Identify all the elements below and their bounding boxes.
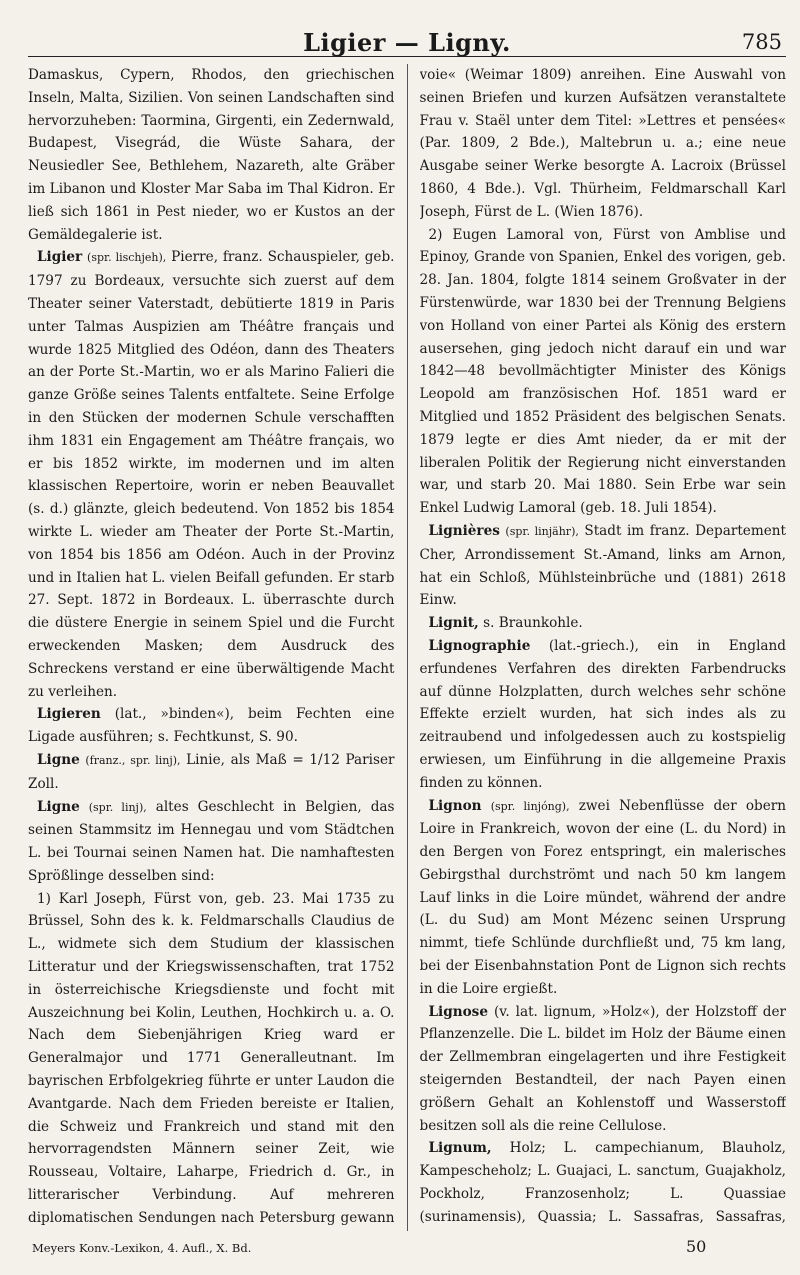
entry-text: (lat., »binden«), beim Fechten eine Ligade ausführen; s. Fechtkunst, S. 90. [28, 706, 395, 746]
page-footer [28, 1237, 786, 1261]
entry-text: Stadt im franz. Departement Cher, Arrondissement St.-Amand, links am Arnon, hat ein Schloß, Mühlsteinbrüche und (1881) 2618 Einw. [419, 522, 786, 609]
entry-text: Damaskus, Cypern, Rhodos, den griechischen Inseln, Malta, Sizilien. Von seinen Landschaften sind hervorzuheben: Taormina, Girgenti, ein Zedernwald, Budapest, Visegrád, die Wüste Sahara, der Neusiedler See, Bethlehem, Nazareth, alte Gräber im Libanon und Kloster Mar Saba im Thal Kidron. Er ließ sich 1861 in Pest nieder, wo er Kustos an der Gemäldegalerie ist. [28, 67, 395, 243]
running-title: Ligier — Ligny. [303, 28, 511, 57]
entry-text: altes Geschlecht in Belgien, das seinen Stammsitz im Hennegau und vom Städtchen L. bei Tournai seinen Namen hat. Die namhaftesten Sprößlinge desselben sind: [28, 798, 395, 884]
pronunciation: (franz., spr. linj), [85, 753, 181, 767]
pronunciation: (spr. linjähr), [505, 524, 579, 538]
pronunciation: (spr. linj), [88, 800, 147, 814]
sub-entry [28, 888, 395, 1231]
entry-text: (v. lat. lignum, »Holz«), der Holzstoff der Pflanzenzelle. Die L. bildet im Holz der Bäume einen der Zellmembran eingelagerten und ihre Festigkeit steigernden Bestandteil, der nach Payen einen größern Gehalt an Kohlenstoff und Wasserstoff besitzen soll als die reine Cellulose. [419, 1003, 786, 1134]
entry-headword: Lignit, [428, 615, 479, 632]
entry-headword: Ligne [37, 798, 80, 815]
page-header [28, 16, 786, 57]
right-column [420, 64, 787, 1231]
left-column [28, 64, 395, 1231]
entry-headword: Lignon [428, 797, 482, 814]
dictionary-entry [420, 1137, 787, 1231]
continued-text [28, 64, 395, 246]
dictionary-entry [28, 796, 395, 888]
entry-text: Holz; L. campechianum, Blauholz, Kampescheholz; L. Guajaci, L. sanctum, Guajakholz, Pockholz, Franzosenholz; L. Quassiae (surinamensis), Quassia; L. Sassafras, Sassafras, [419, 1140, 786, 1225]
dictionary-entry [420, 1001, 787, 1138]
entry-text: zwei Nebenflüsse der obern Loire in Frankreich, wovon der eine (L. du Nord) in den Bergen von Forez entspringt, ein malerisches Gebirgsthal durchströmt und nach 50 km langem Lauf links in die Loire mündet, während der andre (L. du Sud) am Mont Mézenc seinen Ursprung nimmt, tiefe Schlünde durchfließt und, 75 km lang, bei der Eisenbahnstation Pont de Lignon sich rechts in die Loire ergießt. [419, 797, 786, 997]
dictionary-entry [28, 749, 395, 796]
sub-entry [420, 224, 787, 520]
entry-headword: Lignum, [428, 1140, 492, 1157]
signature-mark: 50 [686, 1237, 707, 1256]
dictionary-entry [420, 635, 787, 795]
entry-text: s. Braunkohle. [483, 615, 583, 632]
entry-headword: Ligne [37, 751, 80, 768]
entry-headword: Ligier [37, 249, 83, 266]
dictionary-entry [420, 795, 787, 1001]
entry-text: 2) Eugen Lamoral von, Fürst von Amblise und Epinoy, Grande von Spanien, Enkel des vorigen, geb. 28. Jan. 1804, folgte 1814 seinem Großvater in der Fürstenwürde, war 1830 bei der Trennung Belgiens von Holland von einer Partei als König des erstern ausersehen, ging jedoch nicht darauf ein und war 1842—48 bevollmächtigter Minister des Königs Leopold am französischen Hof. 1851 ward er Mitglied und 1852 Präsident des belgischen Senats. 1879 legte er dies Amt nieder, da er mit der liberalen Politik der Regierung nicht einverstanden war, und starb 20. Mai 1880. Sein Erbe war sein Enkel Ludwig Lamoral (geb. 18. Juli 1854). [419, 226, 786, 517]
dictionary-entry [420, 520, 787, 612]
text-columns [28, 64, 786, 1231]
entry-headword: Ligieren [37, 706, 101, 723]
entry-text: 1) Karl Joseph, Fürst von, geb. 23. Mai 1735 zu Brüssel, Sohn des k. k. Feldmarschalls Claudius de L., widmete sich dem Studium der klassischen Litteratur und der Kriegswissenschaften, trat 1752 in österreichische Kriegsdienste und focht mit Auszeichnung bei Kolin, Leuthen, Hochkirch u. a. O. Nach dem Siebenjährigen Krieg ward er Generalmajor und 1771 Generalleutnant. Im bayrischen Erbfolgekrieg führte er unter Laudon die Avantgarde. Nach dem Frieden bereiste er Italien, die Schweiz und Frankreich und stand mit den hervorragendsten Männern seiner Zeit, wie Rousseau, Voltaire, Laharpe, Friedrich d. Gr., in litterarischer Verbindung. Auf mehreren diplomatischen Sendungen nach Petersburg gewann [28, 890, 395, 1226]
imprint: Meyers Konv.-Lexikon, 4. Aufl., X. Bd. [32, 1241, 252, 1255]
column-divider [407, 64, 408, 1231]
pronunciation: (spr. lischjeh), [87, 251, 167, 265]
entry-text: Linie, als Maß = 1/12 Pariser Zoll. [28, 751, 395, 792]
dictionary-entry [28, 246, 395, 703]
continued-text [420, 64, 787, 224]
entry-text: Pierre, franz. Schauspieler, geb. 1797 zu Bordeaux, versuchte sich zuerst auf dem Theater seiner Vaterstadt, debütierte 1819 in Paris unter Talmas Auspizien am Théâtre français und wurde 1825 Mitglied des Odéon, dann des Theaters an der Porte St.-Martin, wo er als Marino Falieri die ganze Größe seines Talents entfaltete. Seine Erfolge in den Stücken der modernen Schule verschafften ihm 1831 ein Engagement am Théâtre français, wo er bis 1852 wirkte, im modernen und im alten klassischen Repertoire, worin er neben Beauvallet (s. d.) glänzte, gleich bedeutend. Von 1852 bis 1854 wirkte L. wieder am Theater der Porte St.-Martin, von 1854 bis 1856 am Odéon. Auch in der Provinz und in Italien hat L. vielen Beifall gefunden. Er starb 27. Sept. 1872 in Bordeaux. L. überraschte durch die düstere Energie in seinem Spiel und die Furcht erweckenden Masken; dem Ausdruck des Schreckens verstand er eine überwältigende Macht zu verleihen. [28, 249, 395, 700]
entry-headword: Lignières [428, 522, 500, 539]
page-number: 785 [741, 30, 782, 54]
entry-headword: Lignose [428, 1003, 488, 1020]
dictionary-entry [28, 703, 395, 749]
entry-text: voie« (Weimar 1809) anreihen. Eine Auswahl von seinen Briefen und kurzen Aufsätzen veranstaltete Frau v. Staël unter dem Titel: »Lettres et pensées« (Par. 1809, 2 Bde.), Maltebrun u. a.; eine neue Ausgabe seiner Werke besorgte A. Lacroix (Brüssel 1860, 4 Bde.). Vgl. Thürheim, Feldmarschall Karl Joseph, Fürst de L. (Wien 1876). [419, 67, 786, 220]
pronunciation: (spr. linjóng), [490, 799, 570, 813]
entry-headword: Lignographie [428, 637, 531, 654]
dictionary-entry [420, 612, 787, 635]
entry-text: (lat.-griech.), ein in England erfundenes Verfahren des direkten Farbendrucks auf dünne Holzplatten, durch welches sehr schöne Effekte erzielt wurden, hat sich indes als zu zeitraubend und infolgedessen auch zu kostspielig erwiesen, um Einführung in die allgemeine Praxis finden zu können. [419, 637, 786, 791]
